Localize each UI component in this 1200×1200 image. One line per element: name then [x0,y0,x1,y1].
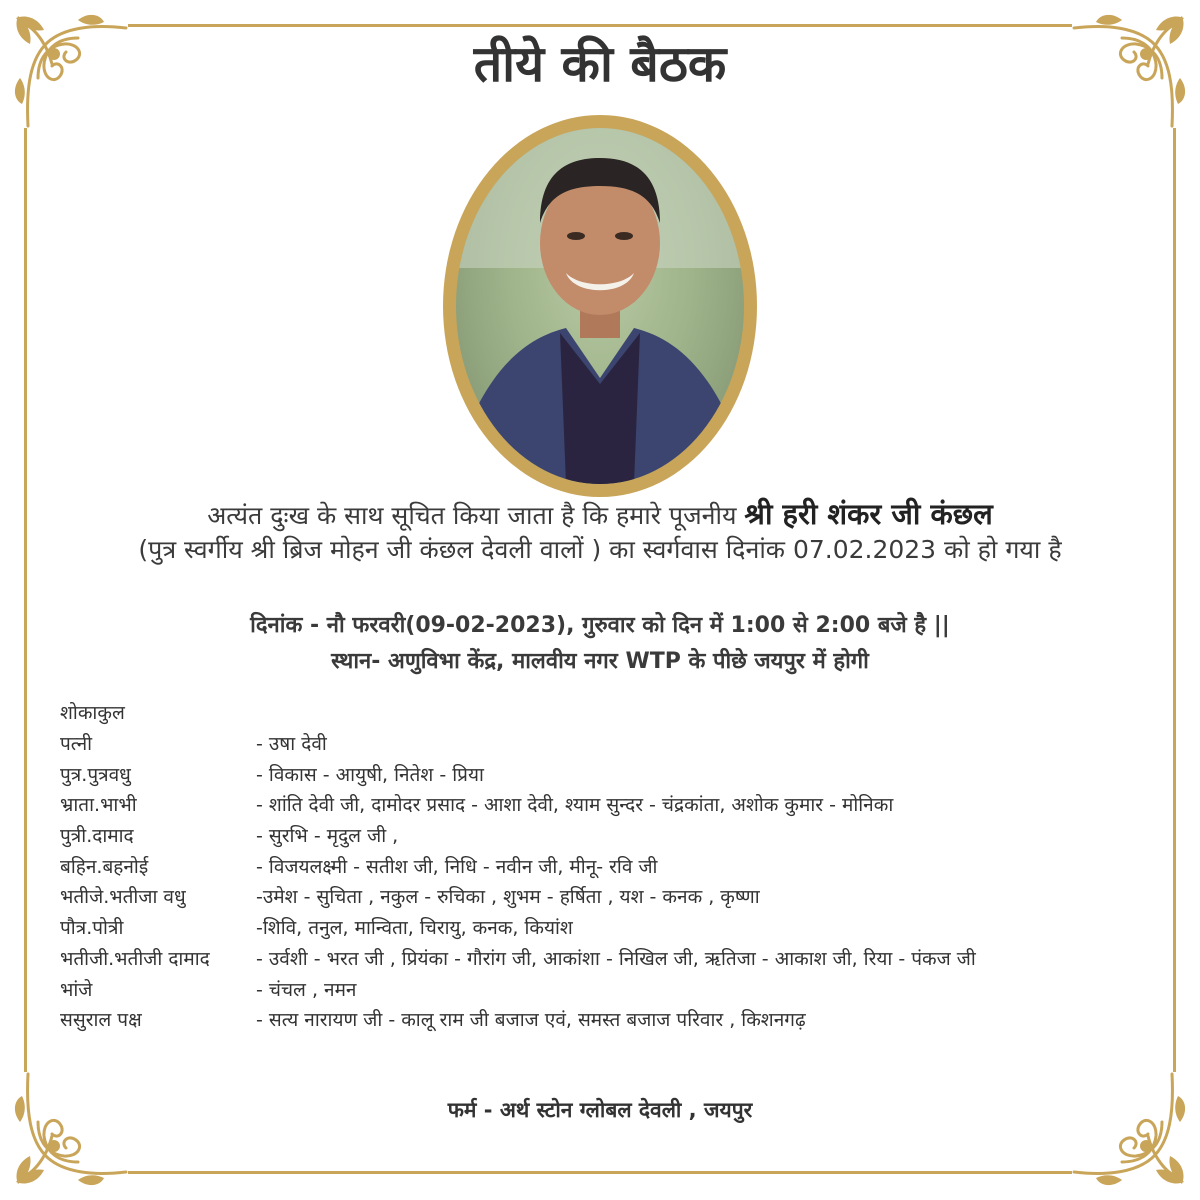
deceased-name: श्री हरी शंकर जी कंछल [744,497,993,531]
relation-names: - उषा देवी [256,733,327,755]
list-item [60,760,1160,791]
event-venue: स्थान- अणुविभा केंद्र, मालवीय नगर WTP के पीछे जयपुर में होगी [331,649,869,674]
family-list [60,698,1160,1036]
relation-label: पौत्र.पोत्री [60,917,124,940]
list-item [60,729,1160,760]
relation-label: भतीजी.भतीजी दामाद [60,947,210,970]
relation-label: बहिन.बहनोई [60,855,149,878]
border-top [128,24,1072,27]
relation-names: - चंचल , नमन [256,978,357,1001]
announcement-line-1 [0,497,1200,533]
list-item [60,975,1160,1006]
list-item [60,821,1160,852]
relation-names: -उमेश - सुचिता , नकुल - रुचिका , शुभम - हर्षिता , यश - कनक , कृष्णा [256,886,760,909]
relation-label: भतीजे.भतीजा वधु [60,886,186,909]
relation-names: - विजयलक्ष्मी - सतीश जी, निधि - नवीन जी, मीनू- रवि जी [256,855,658,878]
relation-label: भ्राता.भाभी [60,794,137,817]
relation-names: - सुरभि - मृदुल जी , [256,825,399,848]
firm-footer: फर्म - अर्थ स्टोन ग्लोबल देवली , जयपुर [447,1098,753,1122]
relation-names: - सत्य नारायण जी - कालू राम जी बजाज एवं, समस्त बजाज परिवार , किशनगढ़ [256,1009,806,1032]
page-title: तीये की बैठक [473,35,727,93]
relation-names: - शांति देवी जी, दामोदर प्रसाद - आशा देवी, श्याम सुन्दर - चंद्रकांता, अशोक कुमार - मोनिका [256,794,894,817]
list-item [60,790,1160,821]
portrait-photo [456,128,744,484]
relation-label: पत्नी [60,733,93,755]
announcement-line-2: (पुत्र स्वर्गीय श्री ब्रिज मोहन जी कंछल देवली वालों ) का स्वर्गवास दिनांक 07.02.2023 को हो गया है [138,535,1062,564]
relation-label: ससुराल पक्ष [60,1009,142,1032]
border-right [1173,128,1176,1072]
announcement-text-start: अत्यंत दुःख के साथ सूचित किया जाता है कि हमारे पूजनीय [207,501,745,530]
corner-ornament-bottom-left [8,1072,128,1192]
family-heading: शोकाकुल [60,702,125,724]
relation-label: पुत्र.पुत्रवधु [60,763,131,786]
border-bottom [128,1171,1072,1174]
relation-label: पुत्री.दामाद [60,825,134,848]
list-item [60,944,1160,975]
list-item [60,1005,1160,1036]
relation-names: -शिवि, तनुल, मान्विता, चिरायु, कनक, कियांश [256,917,573,940]
announcement-text [0,497,1200,567]
relation-label: भांजे [60,978,93,1001]
event-details [0,608,1200,680]
event-date: दिनांक - नौ फरवरी(09-02-2023), गुरुवार को दिन में 1:00 से 2:00 बजे है || [250,613,950,638]
corner-ornament-bottom-right [1072,1072,1192,1192]
relation-names: - विकास - आयुषी, नितेश - प्रिया [256,763,484,786]
list-item [60,913,1160,944]
list-item [60,852,1160,883]
border-left [24,128,27,1072]
list-item [60,882,1160,913]
relation-names: - उर्वशी - भरत जी , प्रियंका - गौरांग जी, आकांशा - निखिल जी, ऋतिजा - आकाश जी, रिया - पंकज जी [256,947,976,970]
